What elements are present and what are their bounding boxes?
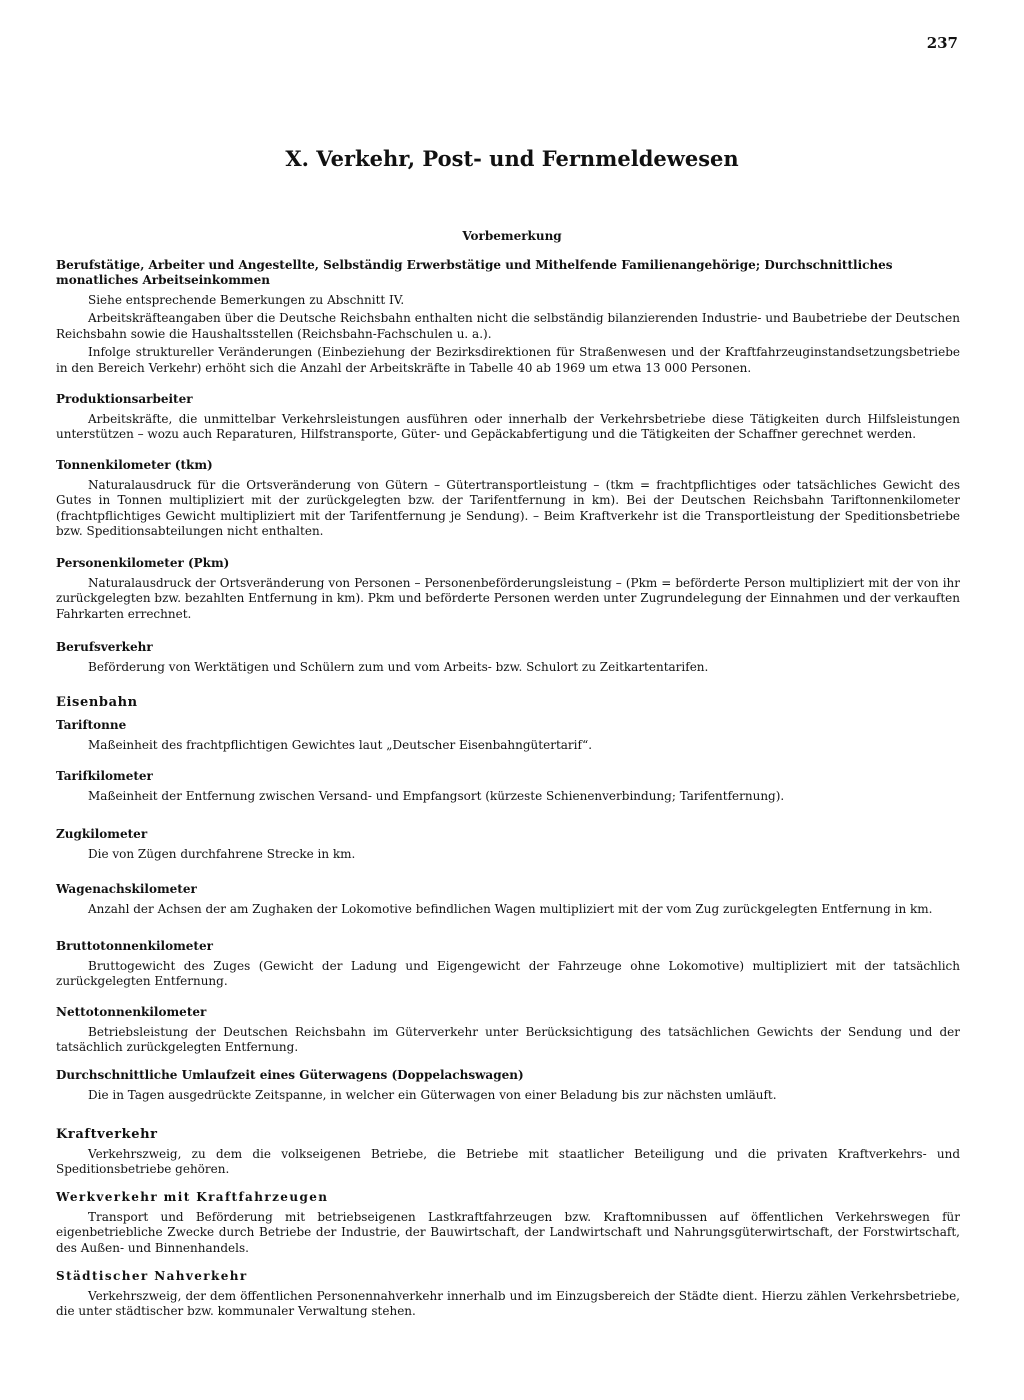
- section-heading: Werkverkehr mit Kraftfahrzeugen: [56, 1190, 329, 1204]
- section-heading: Bruttotonnenkilometer: [56, 939, 213, 953]
- section-paragraph: Die in Tagen ausgedrückte Zeitspanne, in welcher ein Güterwagen von einer Beladung bis zur nächsten umläuft.: [88, 1088, 777, 1102]
- section-paragraph: Verkehrszweig, der dem öffentlichen Personennahverkehr innerhalb und im Einzugsbereich der Städte dient. Hierzu zählen Verkehrsbetriebe, die unter städtischer bzw. kommunaler Verwaltung stehen.: [56, 1289, 960, 1319]
- section-paragraph: Naturalausdruck für die Ortsveränderung von Gütern – Gütertransportleistung – (tkm = frachtpflichtiges oder tatsächliches Gewicht des Gutes in Tonnen multipliziert mit der zurückgelegten bzw. der Tarifentfernung in km). Bei der Deutschen Reichsbahn Tariftonnenkilometer (frachtpflichtiges Gewicht multipliziert mit der Tarifentfernung je Sendung). – Beim Kraftverkehr ist die Transportleistung der Speditionsbetriebe bzw. Speditionsabteilungen nicht enthalten.: [56, 478, 960, 539]
- section-paragraph: Maßeinheit der Entfernung zwischen Versand- und Empfangsort (kürzeste Schienenverbindung; Tarifentfernung).: [88, 789, 785, 803]
- page-title: X. Verkehr, Post- und Fernmeldewesen: [285, 146, 739, 171]
- section-heading: Eisenbahn: [56, 695, 138, 710]
- section-passenger-kilometer: [56, 556, 960, 625]
- section-paragraph: Beförderung von Werktätigen und Schülern zum und vom Arbeits- bzw. Schulort zu Zeitkartentarifen.: [88, 660, 709, 674]
- section-tariff-tonne: [56, 718, 960, 756]
- section-paragraph: Verkehrszweig, zu dem die volkseigenen Betriebe, die Betriebe mit staatlicher Beteiligung und die privaten Kraftverkehrs- und Speditionsbetriebe gehören.: [56, 1147, 960, 1177]
- section-paragraph: Arbeitskräfteangaben über die Deutsche Reichsbahn enthalten nicht die selbständig bilanzierenden Industrie- und Baubetriebe der Deutschen Reichsbahn sowie die Haushaltsstellen (Reichsbahn-Fachschulen u. a.).: [56, 311, 960, 341]
- section-paragraph: Arbeitskräfte, die unmittelbar Verkehrsleistungen ausführen oder innerhalb der Verkehrsbetriebe diese Tätigkeiten durch Hilfsleistungen unterstützen – wozu auch Reparaturen, Hilfstransporte, Güter- und Gepäckabfertigung und die Tätigkeiten der Schaffner gerechnet werden.: [56, 412, 960, 442]
- section-heading: Nettotonnenkilometer: [56, 1005, 207, 1019]
- section-railway: [56, 695, 960, 715]
- section-heading: Städtischer Nahverkehr: [56, 1269, 248, 1283]
- section-paragraph: Bruttogewicht des Zuges (Gewicht der Ladung und Eigengewicht der Fahrzeuge ohne Lokomotive) multipliziert mit der tatsächlich zurückgelegten Entfernung.: [56, 959, 960, 989]
- preliminary-remark-title: Vorbemerkung: [462, 229, 562, 243]
- section-net-tonne-kilometer: [56, 1005, 960, 1059]
- section-road-transport: [56, 1127, 960, 1181]
- section-heading: Tarifkilometer: [56, 769, 153, 783]
- section-commuter-traffic: [56, 640, 960, 678]
- section-production-workers: [56, 392, 960, 446]
- section-heading: Kraftverkehr: [56, 1127, 158, 1142]
- page-number: 237: [926, 34, 958, 52]
- section-heading: Zugkilometer: [56, 827, 148, 841]
- section-paragraph: Betriebsleistung der Deutschen Reichsbahn im Güterverkehr unter Berücksichtigung des tatsächlichen Gewichts der Sendung und der tatsächlich zurückgelegten Entfernung.: [56, 1025, 960, 1055]
- section-heading: Tonnenkilometer (tkm): [56, 458, 213, 472]
- section-paragraph: Maßeinheit des frachtpflichtigen Gewichtes laut „Deutscher Eisenbahngütertarif“.: [88, 738, 593, 752]
- section-freight-wagon-turnaround: [56, 1068, 960, 1106]
- section-paragraph: Naturalausdruck der Ortsveränderung von Personen – Personenbeförderungsleistung – (Pkm = beförderte Person multipliziert mit der von ihr zurückgelegten bzw. bezahlten Entfernung in km). Pkm und beförderte Personen werden unter Zugrundelegung der Einnahmen und der verkauften Fahrkarten errechnet.: [56, 576, 960, 621]
- section-tariff-kilometer: [56, 769, 960, 807]
- section-heading: Personenkilometer (Pkm): [56, 556, 230, 570]
- section-works-traffic: [56, 1190, 960, 1259]
- section-heading: Berufstätige, Arbeiter und Angestellte, Selbständig Erwerbstätige und Mithelfende Familienangehörige; Durchschnittliches monatliches Arbeitseinkommen: [56, 258, 893, 287]
- section-train-kilometer: [56, 827, 960, 865]
- section-tonne-kilometer: [56, 458, 960, 543]
- section-paragraph: Siehe entsprechende Bemerkungen zu Abschnitt IV.: [88, 293, 405, 307]
- section-wagon-axle-kilometer: [56, 882, 960, 920]
- section-urban-local-traffic: [56, 1269, 960, 1323]
- section-heading: Durchschnittliche Umlaufzeit eines Güterwagens (Doppelachswagen): [56, 1068, 524, 1082]
- section-heading: Produktionsarbeiter: [56, 392, 193, 406]
- section-paragraph: Anzahl der Achsen der am Zughaken der Lokomotive befindlichen Wagen multipliziert mit der vom Zug zurückgelegten Entfernung in km.: [88, 902, 933, 916]
- section-heading: Berufsverkehr: [56, 640, 153, 654]
- section-heading: Tariftonne: [56, 718, 127, 732]
- section-paragraph: Infolge struktureller Veränderungen (Einbeziehung der Bezirksdirektionen für Straßenwesen und der Kraftfahrzeuginstandsetzungsbetriebe in den Bereich Verkehr) erhöht sich die Anzahl der Arbeitskräfte in Tabelle 40 ab 1969 um etwa 13 000 Personen.: [56, 345, 960, 375]
- section-employment: [56, 258, 960, 379]
- section-paragraph: Transport und Beförderung mit betriebseigenen Lastkraftfahrzeugen bzw. Kraftomnibussen auf öffentlichen Verkehrswegen für eigenbetriebliche Zwecke durch Betriebe der Industrie, der Bauwirtschaft, der Landwirtschaft und Nahrungsgüterwirtschaft, der Forstwirtschaft, des Außen- und Binnenhandels.: [56, 1210, 960, 1255]
- section-gross-tonne-kilometer: [56, 939, 960, 993]
- section-paragraph: Die von Zügen durchfahrene Strecke in km.: [88, 847, 356, 861]
- section-heading: Wagenachskilometer: [56, 882, 197, 896]
